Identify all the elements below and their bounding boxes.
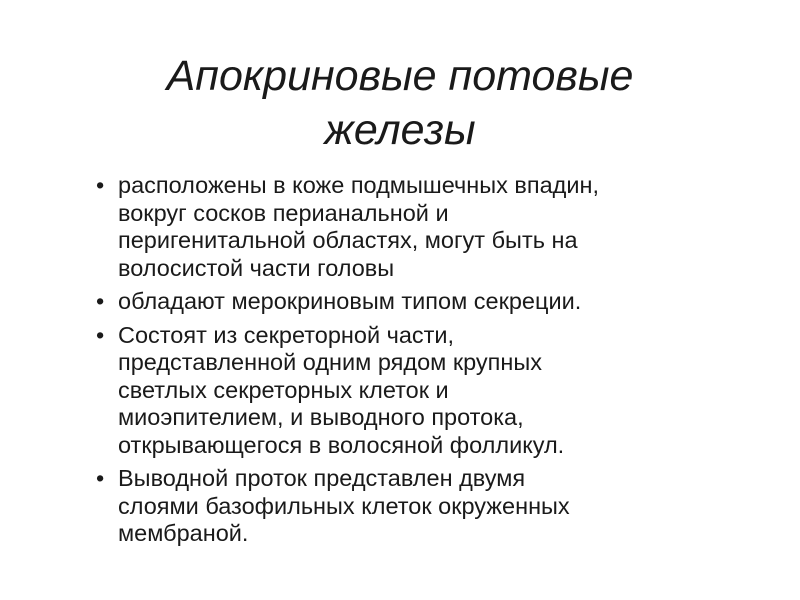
bullet-text-line: обладают мерокриновым типом секреции. (118, 288, 582, 314)
bullet-text-line: вокруг сосков перианальной и (118, 199, 449, 226)
bullet-item (96, 322, 736, 460)
bullet-text-line: перигенитальной областях, могут быть на (118, 227, 578, 253)
bullet-text-line: светлых секреторных клеток и (118, 376, 449, 403)
bullet-text-line: представленной одним рядом крупных (118, 349, 543, 375)
bullet-text-line: волосистой части головы (118, 254, 395, 281)
bullet-item (96, 172, 736, 282)
title-line: Апокриновые потовые (166, 51, 634, 100)
slide-title (0, 49, 800, 157)
bullet-item (96, 465, 736, 548)
bullet-icon: • (96, 321, 105, 348)
bullet-list (96, 172, 736, 554)
bullet-text-line: Выводной проток представлен двумя (118, 465, 526, 491)
bullet-icon: • (96, 172, 105, 198)
bullet-text-line: расположены в коже подмышечных впадин, (118, 172, 600, 198)
bullet-text-line: миоэпителием, и выводного протока, (118, 404, 524, 430)
bullet-icon: • (96, 288, 105, 314)
bullet-text-line: открывающегося в волосяной фолликул. (118, 431, 565, 458)
bullet-text-line: мембраной. (118, 520, 249, 546)
bullet-icon: • (96, 465, 105, 491)
title-line: железы (324, 105, 476, 154)
bullet-item (96, 288, 736, 316)
bullet-text-line: Состоят из секреторной части, (118, 321, 455, 348)
bullet-text-line: слоями базофильных клеток окруженных (118, 492, 570, 519)
